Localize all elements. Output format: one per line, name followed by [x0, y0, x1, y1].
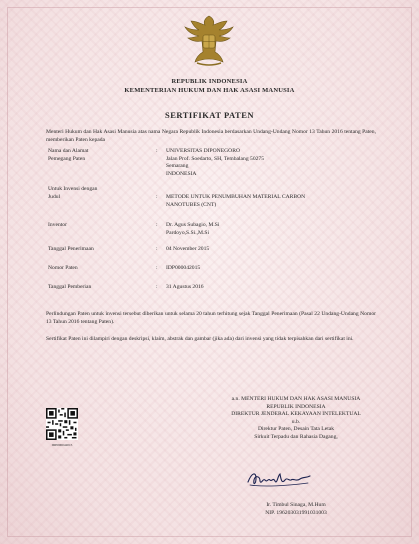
colon: : — [156, 222, 158, 228]
signatory-line: u.b. — [291, 418, 301, 425]
inventor-name: Pardoyo,S.Si.,M.Si — [166, 229, 210, 236]
garuda-emblem-icon — [183, 12, 235, 68]
grant-date-label: Tanggal Pemberian — [48, 284, 92, 290]
patent-number-value: IDP000042015 — [166, 265, 201, 271]
colon: : — [156, 284, 158, 290]
colon: : — [156, 194, 158, 200]
attachment-paragraph: Sertifikat Paten ini dilampiri dengan deskripsi, klaim, abstrak dan gambar (jika ada) dari invensi yang tidak terpisahkan dari sertifikat ini. — [46, 336, 354, 342]
holder-address: Semarang — [166, 163, 189, 170]
signatory-line: a.n. MENTERI HUKUM DAN HAK ASASI MANUSIA — [231, 396, 361, 402]
holder-label: Pemegang Paten — [48, 155, 86, 162]
invention-label: Untuk Invensi dengan — [48, 186, 98, 192]
signatory-line: REPUBLIK INDONESIA — [266, 403, 326, 410]
signatory-nip: NIP. 196203031991031003 — [265, 509, 327, 516]
holder-name: UNIVERSITAS DIPONEGORO — [166, 148, 240, 154]
filing-date-value: 04 November 2015 — [166, 246, 210, 252]
signatory-line: Sirkuit Terpadu dan Rahasia Dagang, — [254, 433, 338, 440]
colon: : — [156, 148, 158, 154]
invention-label: Judul — [48, 193, 61, 200]
country-heading: REPUBLIK INDONESIA — [171, 78, 248, 85]
signatory-heading — [196, 396, 396, 442]
signatory-line: DIREKTUR JENDERAL KEKAYAAN INTELEKTUAL — [231, 411, 361, 418]
certificate-title: SERTIFIKAT PATEN — [164, 110, 255, 120]
handwritten-signature — [244, 468, 314, 490]
holder-address: INDONESIA — [166, 170, 197, 177]
signatory-line: Direktur Paten, Desain Tata Letak — [257, 426, 335, 433]
inventor-label: Inventor — [48, 222, 67, 228]
ministry-heading: KEMENTERIAN HUKUM DAN HAK ASASI MANUSIA — [124, 87, 295, 94]
colon: : — [156, 246, 158, 252]
qr-caption: IDP000042015 — [51, 443, 73, 447]
patent-number-label: Nomor Paten — [48, 265, 78, 271]
grant-date-value: 31 Agustus 2016 — [166, 284, 204, 290]
invention-title: METODE UNTUK PENUMBUHAN MATERIAL CARBON — [166, 194, 306, 200]
signatory-name-block — [196, 502, 396, 517]
signatory-name: Ir. Timbul Sinaga, M.Hum — [266, 502, 326, 508]
intro-paragraph: Menteri Hukum dan Hak Asasi Manusia atas nama Negara Republik Indonesia berdasarkan Undang-Undang Nomor 13 Tahun 2016 tentang Paten, memberikan Paten kepada — [46, 129, 376, 143]
protection-paragraph: Perlindungan Paten untuk invensi tersebut diberikan untuk selama 20 tahun terhitung sejak Tanggal Penerimaan (Pasal 22 Undang-Undang Nomor 13 Tahun 2016 tentang Paten). — [46, 311, 376, 325]
holder-label: Nama dan Alamat — [48, 148, 89, 154]
colon: : — [156, 265, 158, 271]
holder-address: Jalan Prof. Soedarto, SH, Tembalang 50275 — [166, 155, 265, 162]
filing-date-label: Tanggal Penerimaan — [48, 246, 94, 252]
inventor-name: Dr. Agus Subagio, M.Si — [166, 222, 220, 228]
qr-code-icon — [46, 408, 78, 440]
invention-title: NANOTUBES (CNT) — [166, 201, 217, 208]
